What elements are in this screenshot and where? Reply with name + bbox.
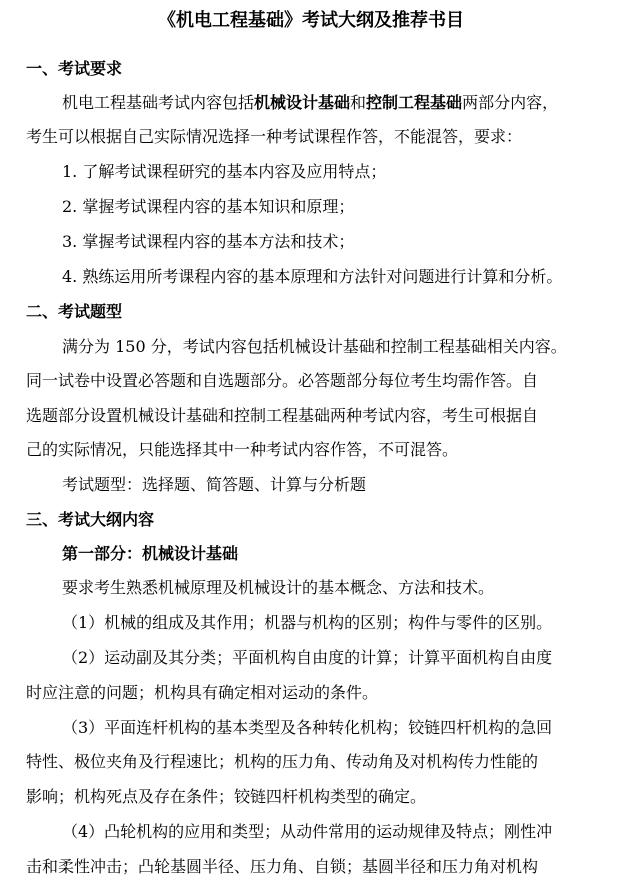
paragraph-line: 满分为 150 分，考试内容包括机械设计基础和控制工程基础相关内容。 — [62, 337, 567, 356]
part-heading-mechanical-design: 第一部分：机械设计基础 — [62, 544, 239, 563]
paragraph-line: 考生可以根据自己实际情况选择一种考试课程作答，不能混答，要求： — [26, 127, 523, 146]
question-types-line: 考试题型：选择题、简答题、计算与分析题 — [62, 475, 367, 494]
syllabus-item-continuation: 击和柔性冲击；凸轮基圆半径、压力角、自锁；基圆半径和压力角对机构 — [26, 857, 539, 876]
paragraph-line — [62, 91, 558, 115]
list-item: 1. 了解考试课程研究的基本内容及应用特点； — [62, 162, 387, 181]
list-item: 3. 掌握考试课程内容的基本方法和技术； — [62, 232, 355, 251]
section-heading-exam-requirements: 一、考试要求 — [26, 59, 123, 78]
text-span: 机电工程基础考试内容包括 — [62, 93, 255, 112]
syllabus-item-continuation: 时应注意的问题；机构具有确定相对运动的条件。 — [26, 683, 379, 702]
paragraph-line: 己的实际情况，只能选择其中一种考试内容作答，不可混答。 — [26, 440, 459, 459]
paragraph-line: 选题部分设置机械设计基础和控制工程基础两种考试内容，考生可根据自 — [26, 406, 539, 425]
text-span: 两部分内容， — [462, 93, 559, 112]
document-title: 《机电工程基础》考试大纲及推荐书目 — [158, 10, 464, 31]
list-item: 2. 掌握考试课程内容的基本知识和原理； — [62, 197, 355, 216]
text-span: 和 — [350, 93, 367, 112]
syllabus-item-continuation: 特性、极位夹角及行程速比；机构的压力角、传动角及对机构传力性能的 — [26, 752, 539, 771]
syllabus-item-continuation: 影响；机构死点及存在条件；铰链四杆机构类型的确定。 — [26, 787, 427, 806]
syllabus-item: （2）运动副及其分类；平面机构自由度的计算；计算平面机构自由度 — [62, 648, 553, 667]
syllabus-item: （3）平面连杆机构的基本类型及各种转化机构；铰链四杆机构的急回 — [62, 718, 553, 737]
bold-term-mechanical-design: 机械设计基础 — [254, 93, 351, 112]
section-heading-syllabus: 三、考试大纲内容 — [26, 510, 155, 529]
syllabus-item: （4）凸轮机构的应用和类型；从动件常用的运动规律及特点；刚性冲 — [62, 822, 553, 841]
paragraph-line: 同一试卷中设置必答题和自选题部分。必答题部分每位考生均需作答。自 — [26, 371, 539, 390]
list-item: 4. 熟练运用所考课程内容的基本原理和方法针对问题进行计算和分析。 — [62, 267, 563, 286]
bold-term-control-engineering: 控制工程基础 — [366, 93, 463, 112]
paragraph-line: 要求考生熟悉机械原理及机械设计的基本概念、方法和技术。 — [62, 578, 495, 597]
section-heading-question-types: 二、考试题型 — [26, 302, 123, 321]
syllabus-item: （1）机械的组成及其作用；机器与机构的区别；构件与零件的区别。 — [62, 613, 553, 632]
